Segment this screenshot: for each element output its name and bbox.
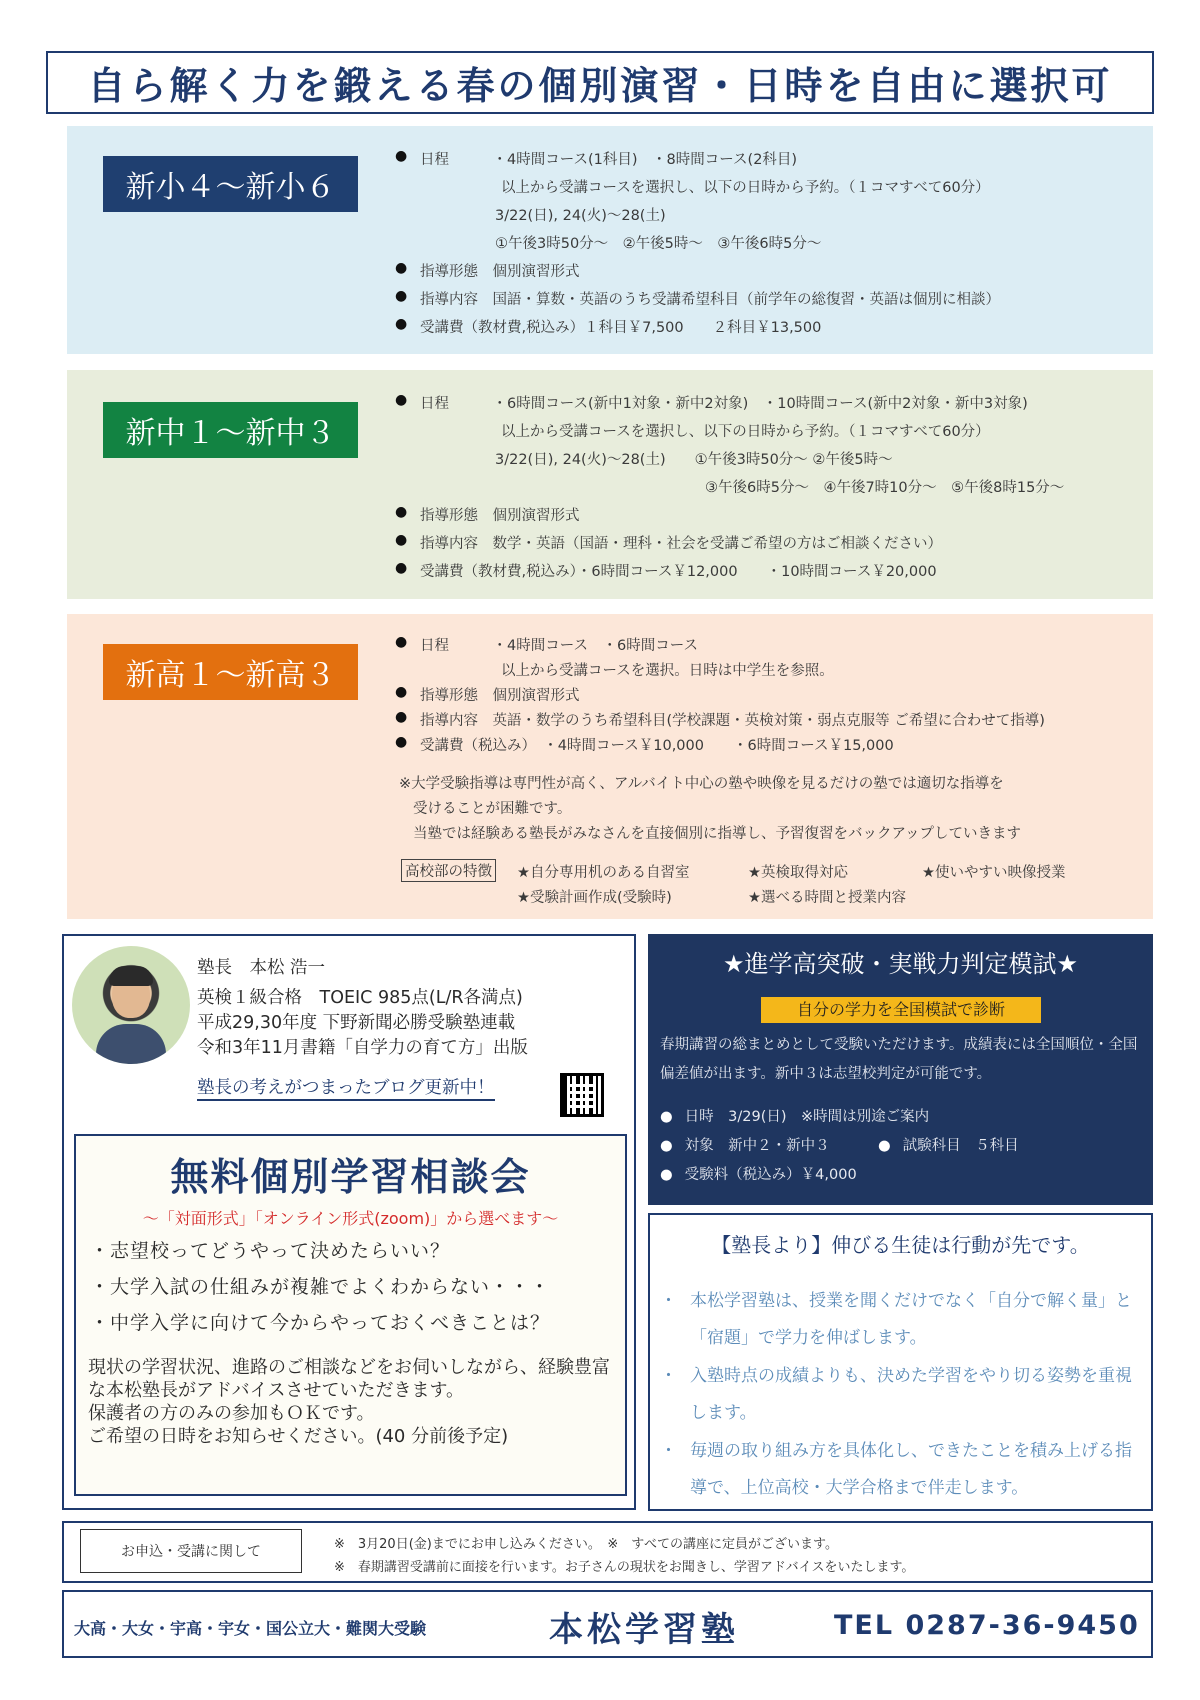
elementary-dates: 3/22(日), 24(火)〜28(土) <box>495 208 666 224</box>
elementary-fee: ● 受講費（教材費,税込み）１科目￥7,500 ２科目￥13,500 <box>420 316 821 337</box>
senior-feature-2: ★英検取得対応 <box>748 865 848 881</box>
consultation-body-1: 現状の学習状況、進路のご相談などをお伺いしながら、経験豊富な本松塾長がアドバイスさせていただきます。 <box>88 1357 610 1401</box>
director-message-item-2: ・ 入塾時点の成績よりも、決めた学習をやり切る姿勢を重視します。 <box>690 1358 1140 1432</box>
senior-fee: ● 受講費（税込み） ・4時間コース￥10,000 ・6時間コース￥15,000 <box>420 734 894 755</box>
mock-exam-desc: 春期講習の総まとめとして受験いただけます。成績表には全国順位・全国偏差値が出ます。新中３は志望校判定が可能です。 <box>660 1037 1138 1082</box>
elementary-label: 新小４〜新小６ <box>103 156 358 212</box>
mock-exam-badge: 自分の学力を全国模試で診断 <box>761 997 1041 1023</box>
application-line-1: ※ 3月20日(金)までにお申し込みください。 ※ すべての講座に定員がございます。 <box>334 1537 838 1552</box>
phone-number[interactable]: TEL 0287-36-9450 <box>834 1610 1140 1641</box>
junior-times: ③午後6時5分〜 ④午後7時10分〜 ⑤午後8時15分〜 <box>705 480 1065 496</box>
elementary-schedule: ● 日程 ・4時間コース(1科目) ・8時間コース(2科目) <box>420 148 797 169</box>
junior-schedule-note: 以上から受講コースを選択し、以下の日時から予約。（１コマすべて60分） <box>501 424 990 440</box>
footer-schools: 大高・大女・宇高・宇女・国公立大・難関大受験 <box>74 1619 427 1638</box>
consultation-body <box>88 1356 618 1448</box>
school-name: 本松学習塾 <box>549 1610 739 1650</box>
elementary-format: ● 指導形態 個別演習形式 <box>420 260 580 281</box>
senior-schedule-note: 以上から受講コースを選択。日時は中学生を参照。 <box>501 663 834 679</box>
qr-code-icon[interactable] <box>560 1073 604 1117</box>
page-title: 自ら解く力を鍛える春の個別演習・日時を自由に選択可 <box>87 64 1113 108</box>
director-message-box <box>648 1213 1153 1511</box>
consultation-subtitle: 〜「対面形式」「オンライン形式(zoom)」から選べます〜 <box>142 1209 559 1228</box>
junior-fee: ● 受講費（教材費,税込み）・6時間コース￥12,000 ・10時間コース￥20,000 <box>420 560 937 581</box>
mock-exam-fee: ● 受験料（税込み）￥4,000 <box>660 1163 857 1184</box>
senior-label: 新高１〜新高３ <box>103 644 358 700</box>
director-message-item-3: ・ 毎週の取り組み方を具体化し、できたことを積み上げる指導で、上位高校・大学合格まで伴走します。 <box>690 1433 1140 1507</box>
consultation-body-2: 保護者の方のみの参加もＯＫです。 <box>88 1403 375 1424</box>
senior-note-3: 当塾では経験ある塾長がみなさんを直接個別に指導し、予習復習をバックアップしていきます <box>413 826 1021 842</box>
avatar <box>72 946 190 1064</box>
elementary-panel <box>67 126 1153 354</box>
application-line-2: ※ 春期講習受講前に面接を行います。お子さんの現状をお聞きし、学習アドバイスをいたします。 <box>334 1560 915 1575</box>
profile-line-2: 平成29,30年度 下野新聞必勝受験塾連載 <box>197 1013 516 1033</box>
consultation-question-3: ・中学入学に向けて今からやっておくべきことは？ <box>90 1312 551 1334</box>
elementary-schedule-note: 以上から受講コースを選択し、以下の日時から予約。（１コマすべて60分） <box>501 180 990 196</box>
senior-note-2: 受けることが困難です。 <box>413 801 572 817</box>
junior-content: ● 指導内容 数学・英語（国語・理科・社会を受講ご希望の方はご相談ください） <box>420 532 942 553</box>
senior-feature-3: ★使いやすい映像授業 <box>922 865 1066 881</box>
mock-exam-title: ★進学高突破・実戦力判定模試★ <box>722 950 1079 978</box>
director-message-item-1: ・ 本松学習塾は、授業を聞くだけでなく「自分で解く量」と「宿題」で学力を伸ばします。 <box>690 1283 1140 1357</box>
mock-exam-subjects: ● 試験科目 ５科目 <box>878 1134 1019 1155</box>
senior-feature-5: ★選べる時間と授業内容 <box>748 890 906 906</box>
application-tag: お申込・受講に関して <box>80 1529 302 1573</box>
mock-exam-date: ● 日時 3/29(日) ※時間は別途ご案内 <box>660 1105 929 1126</box>
senior-feature-4: ★受験計画作成(受験時) <box>517 890 672 906</box>
footer <box>62 1590 1153 1658</box>
consultation-title: 無料個別学習相談会 <box>170 1155 531 1199</box>
consultation-box <box>74 1134 627 1496</box>
blog-link[interactable]: 塾長の考えがつまったブログ更新中！ <box>197 1074 495 1101</box>
title-banner <box>46 51 1154 114</box>
consultation-question-2: ・大学入試の仕組みが複雑でよくわからない・・・ <box>90 1276 551 1298</box>
profile-name: 塾長 本松 浩一 <box>197 958 326 978</box>
junior-dates: 3/22(日), 24(火)〜28(土) ①午後3時50分〜 ②午後5時〜 <box>495 452 893 468</box>
junior-panel <box>67 370 1153 599</box>
mock-exam-target: ● 対象 新中２・新中３ <box>660 1134 830 1155</box>
mock-exam-box <box>648 934 1153 1205</box>
junior-schedule: ● 日程 ・6時間コース(新中1対象・新中2対象) ・10時間コース(新中2対象・新中3対象) <box>420 392 1028 413</box>
senior-note-1: ※大学受験指導は専門性が高く、アルバイト中心の塾や映像を見るだけの塾では適切な指導を <box>399 776 1004 792</box>
consultation-question-1: ・志望校ってどうやって決めたらいい？ <box>90 1240 451 1262</box>
senior-schedule: ● 日程 ・4時間コース ・6時間コース <box>420 634 698 655</box>
elementary-times: ①午後3時50分〜 ②午後5時〜 ③午後6時5分〜 <box>495 236 822 252</box>
junior-format: ● 指導形態 個別演習形式 <box>420 504 580 525</box>
director-message-title: 【塾長より】伸びる生徒は行動が先です。 <box>711 1233 1090 1257</box>
senior-feature-1: ★自分専用机のある自習室 <box>517 865 690 881</box>
senior-panel <box>67 614 1153 919</box>
profile-box <box>62 934 636 1510</box>
junior-label: 新中１〜新中３ <box>103 402 358 458</box>
profile-line-1: 英検１級合格 TOEIC 985点(L/R各満点) <box>197 988 523 1008</box>
elementary-content: ● 指導内容 国語・算数・英語のうち受講希望科目（前学年の総復習・英語は個別に相談） <box>420 288 1000 309</box>
senior-content: ● 指導内容 英語・数学のうち希望科目(学校課題・英検対策・弱点克服等 ご希望に合わせて指導) <box>420 709 1045 730</box>
senior-feature-tag: 高校部の特徴 <box>401 859 496 882</box>
application-box <box>62 1521 1153 1583</box>
consultation-body-3: ご希望の日時をお知らせください。(40 分前後予定) <box>88 1426 509 1447</box>
senior-format: ● 指導形態 個別演習形式 <box>420 684 580 705</box>
profile-line-3: 令和3年11月書籍「自学力の育て方」出版 <box>197 1038 528 1058</box>
